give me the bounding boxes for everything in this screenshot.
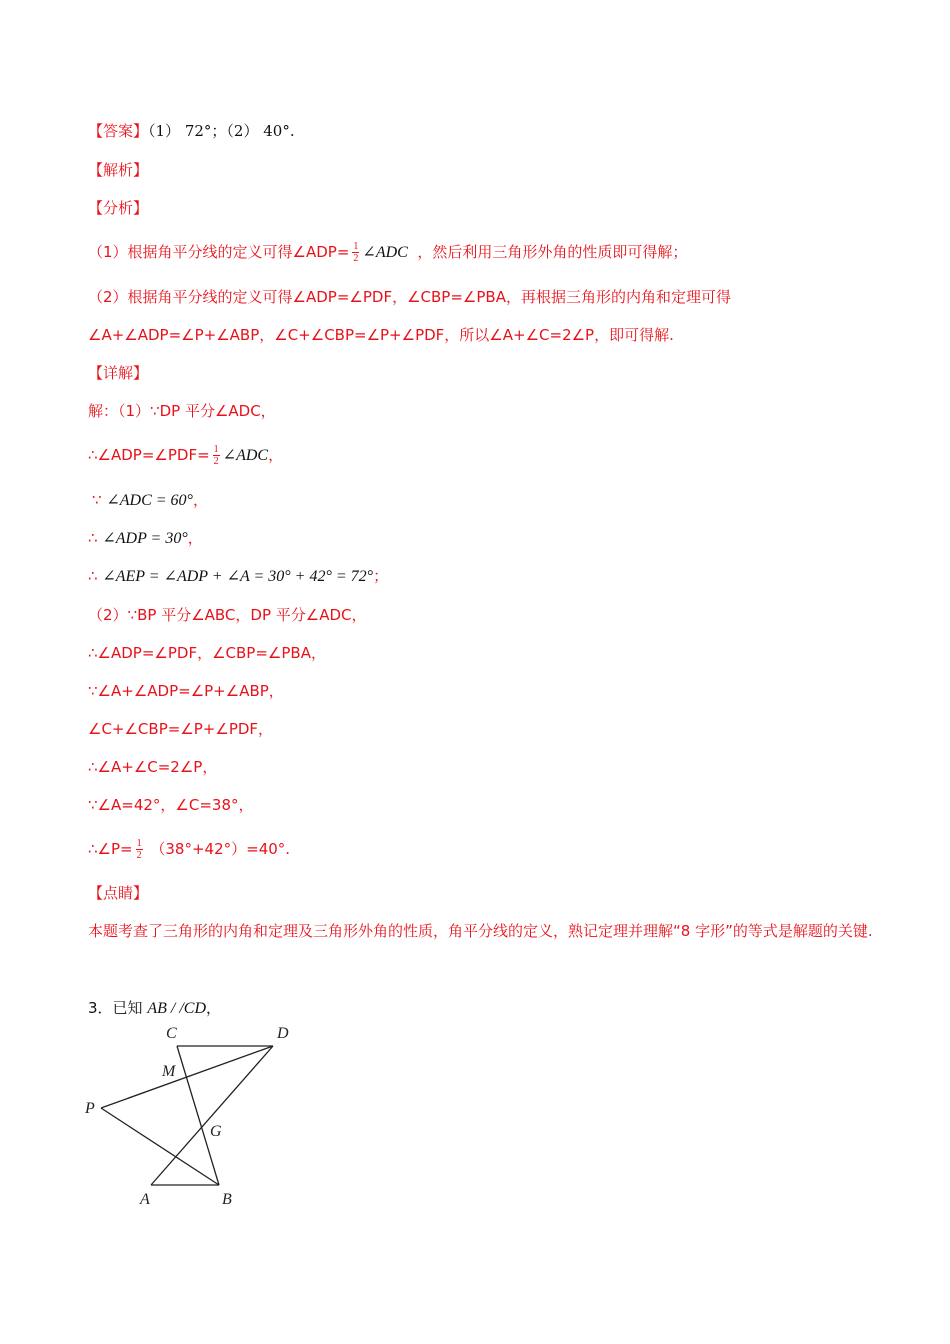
fenxi-line-2: （2）根据角平分线的定义可得∠ADP=∠PDF，∠CBP=∠PBA，再根据三角形的内角和定理可得 [88,288,731,306]
fenxi-line-1 [88,241,687,264]
heading-analysis: 【解析】 [88,161,149,179]
detail-line-1: 解：（1）∵DP 平分∠ADC， [88,402,276,420]
fraction-half: $\frac{1}{2}$ [136,838,142,861]
detail-line-8: ∵∠A+∠ADP=∠P+∠ABP， [88,682,284,700]
fenxi-line-3: ∠A+∠ADP=∠P+∠ABP，∠C+∠CBP=∠P+∠PDF，所以∠A+∠C=2∠P，即可得解. [88,326,674,344]
fenxi-line-1-post: ，然后利用三角形外角的性质即可得解； [417,243,688,261]
geometry-figure [80,1020,310,1210]
heading-detail: 【详解】 [88,364,149,382]
label-p: P [85,1100,95,1117]
heading-comment: 【点睛】 [88,884,149,902]
label-g: G [210,1123,222,1140]
fenxi-line-1-pre: （1）根据角平分线的定义可得∠ADP= [88,243,350,261]
fraction-half: $\frac{1}{2}$ [213,444,219,467]
detail-line-6: （2）∵BP 平分∠ABC，DP 平分∠ADC， [88,606,367,624]
fenxi-line-1-expr: ∠ADC [362,244,408,261]
label-a: A [140,1191,150,1208]
detail-line-12: ∴∠P= $\frac{1}{2}$ （38°+42°）=40°. [88,838,291,861]
label-c: C [166,1025,177,1042]
detail-line-11: ∵∠A=42°，∠C=38°， [88,796,254,814]
comment-paragraph: 本题考查了三角形的内角和定理及三角形外角的性质，角平分线的定义，熟记定理并理解“8 字形”的等式是解题的关键. [88,922,873,940]
segment-pb [101,1108,219,1185]
question-3: 3．已知 AB / /CD， [88,999,222,1017]
detail-line-9: ∠C+∠CBP=∠P+∠PDF， [88,720,274,738]
detail-line-2: ∴∠ADP=∠PDF= $\frac{1}{2}$ ∠ADC， [88,444,284,467]
detail-line-4: ∴ ∠ADP = 30°， [88,529,203,547]
answer-text: （1） 72°；（2） 40°. [148,122,295,140]
label-d: D [277,1025,289,1042]
answer-line [88,121,295,141]
label-b: B [222,1191,232,1208]
fraction-half: $\frac{1}{2}$ [353,241,359,264]
label-m: M [162,1063,176,1080]
answer-tag: 【答案】 [88,122,149,140]
detail-line-10: ∴∠A+∠C=2∠P， [88,758,218,776]
detail-line-7: ∴∠ADP=∠PDF，∠CBP=∠PBA， [88,644,326,662]
detail-line-5: ∴ ∠AEP = ∠ADP + ∠A = 30° + 42° = 72°； [88,567,389,585]
detail-line-3: ∵ ∠ADC = 60°， [92,491,208,509]
heading-breakdown: 【分析】 [88,199,149,217]
